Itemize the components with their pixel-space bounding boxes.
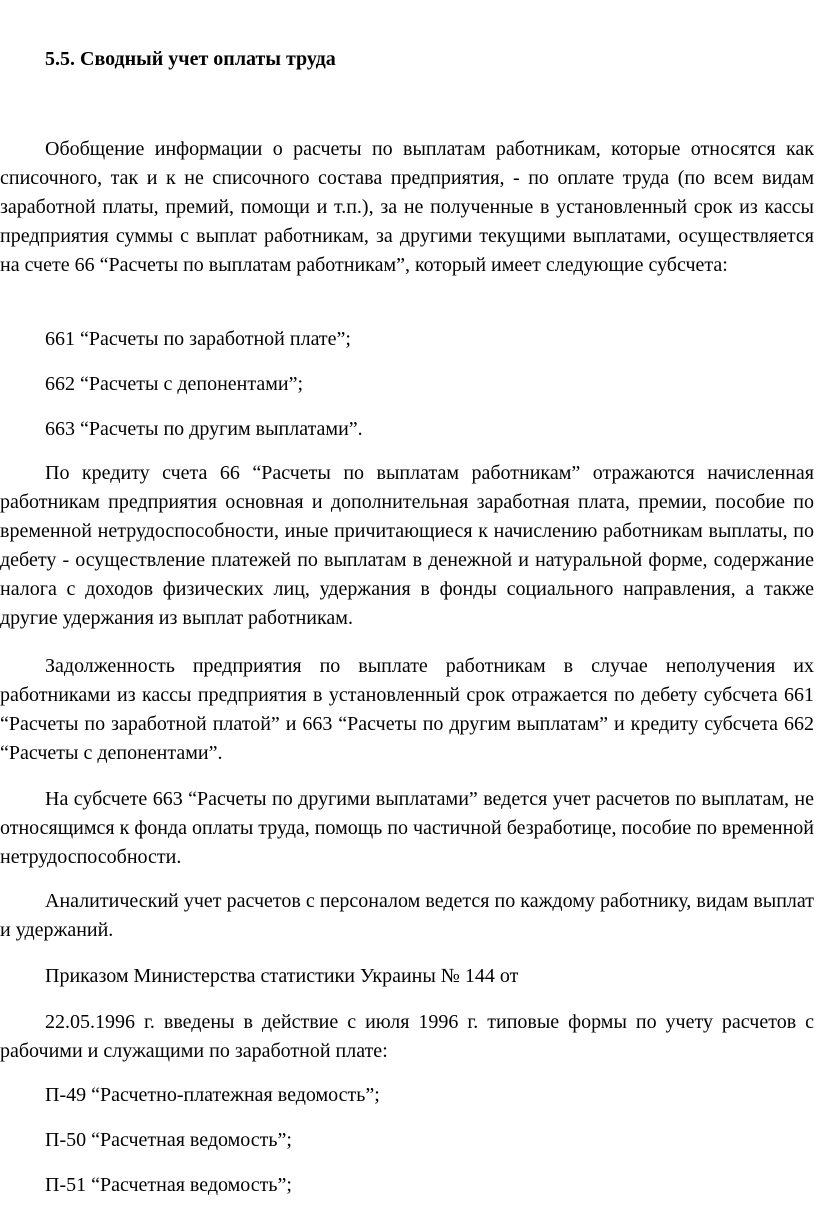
section-heading: 5.5. Сводный учет оплаты труда: [45, 48, 336, 70]
paragraph-subaccount-663: На субсчете 663 “Расчеты по другими выплатами” ведется учет расчетов по выплатам, не относящимся к фонда оплаты труда, помощь по частичной безработице, пособие по временной нетрудоспособности.: [0, 788, 814, 868]
paragraph-analytic: Аналитический учет расчетов с персоналом ведется по каждому работнику, видам выплат и удержаний.: [0, 890, 814, 941]
form-p51: П-51 “Расчетная ведомость”;: [45, 1174, 292, 1196]
paragraph-intro: Обобщение информации о расчеты по выплатам работникам, которые относятся как списочного, так и к не списочного состава предприятия, - по оплате труда (по всем видам заработной платы, премий, помощи и т.п.), за не полученные в установленный срок из кассы предприятия суммы с выплат работникам, за другими текущими выплатами, осуществляется на счете 66 “Расчеты по выплатам работникам”, который имеет следующие субсчета:: [0, 138, 814, 276]
form-p49: П-49 “Расчетно-платежная ведомость”;: [45, 1084, 380, 1106]
paragraph-forms-intro: 22.05.1996 г. введены в действие с июля 1996 г. типовые формы по учету расчетов с рабочими и служащими по заработной плате:: [0, 1011, 814, 1062]
subaccount-662: 662 “Расчеты с депонентами”;: [45, 373, 304, 395]
paragraph-debt: Задолженность предприятия по выплате работникам в случае неполучения их работниками из кассы предприятия в установленный срок отражается по дебету субсчета 661 “Расчеты по заработной платой” и 663 “Расчеты по другим выплатам” и кредиту субсчета 662 “Расчеты с депонентами”.: [0, 655, 814, 764]
subaccount-663: 663 “Расчеты по другим выплатами”.: [45, 418, 363, 440]
paragraph-credit-debit: По кредиту счета 66 “Расчеты по выплатам работникам” отражаются начисленная работникам предприятия основная и дополнительная заработная плата, премии, пособие по временной нетрудоспособности, иные причитающиеся к начислению работникам выплаты, по дебету - осуществление платежей по выплатам в денежной и натуральной форме, содержание налога с доходов физических лиц, удержания в фонды социального направления, а также другие удержания из выплат работникам.: [0, 462, 814, 629]
paragraph-order: Приказом Министерства статистики Украины № 144 от: [45, 965, 519, 987]
form-p50: П-50 “Расчетная ведомость”;: [45, 1129, 292, 1151]
subaccount-661: 661 “Расчеты по заработной плате”;: [45, 328, 351, 350]
